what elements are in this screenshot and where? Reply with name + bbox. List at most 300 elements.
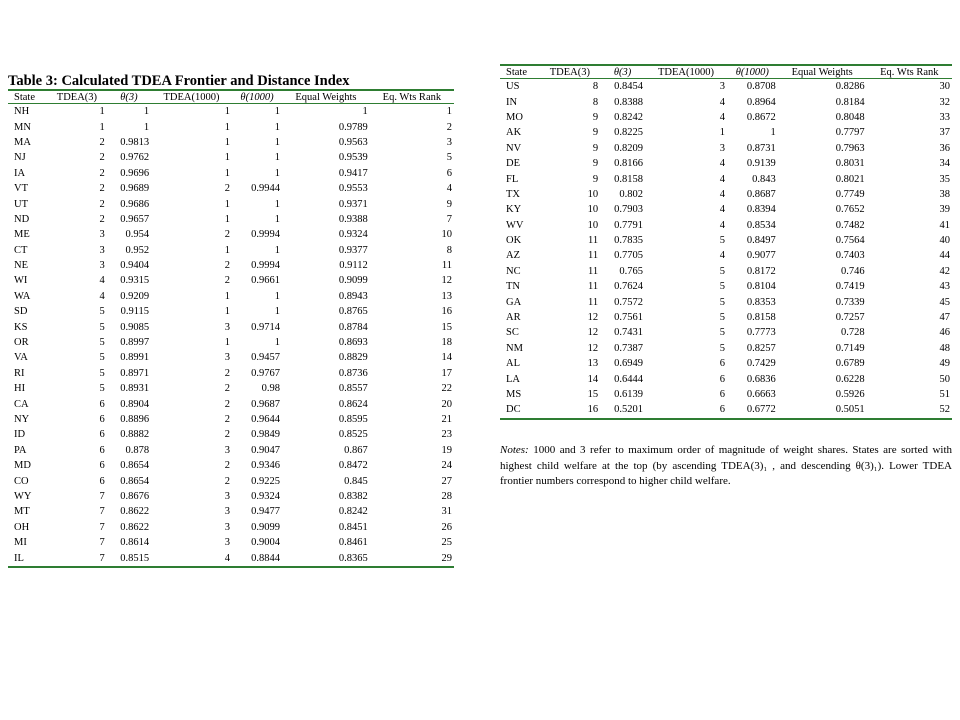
table-cell: 4 [719,204,725,216]
table-cell: 1 [224,136,230,148]
table-row [8,443,454,458]
table-cell: 0.7797 [835,127,865,139]
table-cell: OH [14,521,30,533]
table-cell: 12 [587,342,599,354]
table-cell: 0.8158 [614,173,643,185]
table-row [8,196,454,211]
table-cell: 21 [441,414,452,425]
table-cell: SD [14,306,28,318]
table-cell: 0.8525 [338,429,368,441]
table-cell: 0.9994 [251,260,281,272]
table-cell: 7 [99,521,105,533]
table-cell: 0.7749 [835,188,865,200]
table-row [8,335,454,350]
table-cell: 0.6444 [614,373,643,385]
table-cell: 0.9657 [120,213,150,225]
table-cell: 0.9789 [338,121,368,133]
col-rank: Eq. Wts Rank [867,65,952,79]
table-cell: 5 [719,327,725,339]
table-cell: 0.9346 [251,460,281,472]
table-cell: 0.8048 [835,111,865,123]
table-cell: 7 [99,490,105,502]
table-cell: 0.8693 [338,337,368,349]
table-cell: 0.8654 [120,460,150,472]
table-row [8,489,454,504]
table-cell: NM [506,342,523,354]
table-cell: 2 [224,429,230,441]
table-row [8,273,454,288]
table-row [8,504,454,519]
table-cell: 13 [587,358,599,370]
table-row [500,218,952,233]
table-cell: 0.9417 [338,167,368,179]
table-cell: 3 [224,521,230,533]
table-cell: 1 [143,106,150,118]
table-cell: 0.8472 [338,460,368,472]
table-cell: UT [14,198,28,210]
table-row [500,202,952,217]
table-cell: NV [506,142,522,154]
table-cell: 0.8622 [120,521,150,533]
table-cell: 0.8534 [746,219,776,231]
table-cell: 33 [939,111,950,123]
table-cell: 0.6772 [727,402,778,418]
table-cell: 0.7419 [835,281,865,293]
table-cell: 0.7652 [835,204,865,216]
table-cell: IL [8,550,47,566]
table-row [8,150,454,165]
table-cell: 0.9077 [746,250,776,262]
table-cell: 0.5201 [600,402,645,418]
col-equal-weights: Equal Weights [778,65,867,79]
table-cell: 5 [719,296,725,308]
table-cell: 0.9553 [338,183,368,195]
table-cell: 0.8672 [746,111,776,123]
table-cell: 43 [939,281,950,293]
table-cell: 15 [441,321,452,333]
table-cell: NJ [14,152,26,164]
table-row [8,119,454,134]
table-cell: 0.6949 [614,358,643,370]
table-cell: 5 [99,306,105,318]
table-cell: 5 [719,265,725,277]
table-cell: 6 [99,414,105,425]
table-cell: 4 [719,173,725,185]
table-cell: 0.845 [344,475,368,487]
table-cell: 14 [441,352,452,364]
table-cell: 0.9689 [120,183,150,195]
table-cell: 0.8654 [120,475,150,487]
col-state: State [500,65,540,79]
table-cell: 0.8166 [614,158,643,170]
table-cell: AL [506,358,520,370]
table-cell: 0.8353 [746,296,776,308]
header-row [8,90,454,104]
table-cell: 0.8515 [107,550,151,566]
table-cell: 2 [224,414,230,425]
table-cell: 0.8829 [338,352,368,364]
table-cell: 10 [587,188,599,200]
table-cell: 2 [224,260,230,272]
table-left [8,89,454,568]
table-cell: GA [506,296,522,308]
table-cell: 28 [441,490,452,502]
table-cell: 3 [446,136,452,148]
table-cell: 3 [224,537,230,549]
col-equal-weights: Equal Weights [282,90,370,104]
table-cell: 0.7791 [614,219,643,231]
table-cell: 1 [274,306,281,318]
table-cell: 1 [274,152,281,164]
table-cell: 0.7561 [614,312,643,324]
table-cell: 0.9315 [120,275,150,287]
table-cell: 7 [446,213,452,225]
notes-text: 1000 and 3 refer to maximum order of magnitude of weight shares. States are sorted with highest child welfare at the top (by ascending TDEA(3)₁ , and descending θ(3)₁). Lower TDEA frontier numbers correspond to higher child welfare. [500,444,952,487]
table-cell: 2 [99,136,105,148]
table-cell: 0.5926 [835,389,865,400]
table-row [500,371,952,386]
table-cell: 0.9944 [251,183,281,195]
table-cell: 0.843 [752,173,776,185]
table-cell: 0.7431 [614,327,643,339]
table-cell: 12 [441,275,452,287]
col-theta3: θ(3) [600,65,645,79]
table-cell: 1 [99,121,105,133]
table-cell: 0.8184 [835,96,865,108]
table-cell: AR [506,312,521,324]
table-cell: HI [14,383,26,395]
table-cell: 0.8844 [232,550,282,566]
table-row [8,535,454,550]
table-cell: 0.9457 [251,352,281,364]
table-row [500,110,952,125]
table-cell: 45 [939,296,950,308]
table-cell: 36 [939,142,950,154]
table-cell: 10 [441,229,452,241]
table-cell: 11 [587,250,599,262]
table-cell: CT [14,244,28,256]
table-cell: 3 [224,490,230,502]
table-row [8,427,454,442]
table-cell: 1 [224,106,230,118]
table-cell: 0.802 [619,188,643,200]
table-title: Table 3: Calculated TDEA Frontier and Distance Index [8,73,350,89]
table-cell: 1 [274,106,281,118]
table-cell: ND [14,213,30,225]
table-cell: 0.8451 [338,521,368,533]
table-cell: 30 [939,81,950,93]
table-row [8,396,454,411]
table-cell: 0.7903 [614,204,643,216]
table-row [8,181,454,196]
table-cell: PA [14,444,27,456]
table-cell: 8 [592,81,599,93]
col-theta1000: θ(1000) [727,65,778,79]
table-cell: NE [14,260,28,272]
table-cell: 42 [939,265,950,277]
table-cell: 0.9762 [120,152,150,164]
table-cell: TN [506,281,520,293]
table-cell: 0.8964 [746,96,776,108]
table-cell: 22 [441,383,452,395]
table-cell: 10 [587,204,599,216]
table-row [500,248,952,263]
table-cell: 4 [719,96,725,108]
table-cell: 5 [99,367,105,379]
table-cell: 6 [99,444,105,456]
table-cell: 0.8242 [614,111,643,123]
table-cell: 1 [274,136,281,148]
table-row [500,171,952,186]
table-cell: 1 [99,106,105,118]
table-cell: 4 [719,219,725,231]
header-row [500,65,952,79]
table-cell: 0.7572 [614,296,643,308]
table-cell: CA [14,398,29,410]
table-row [8,104,454,120]
table-cell: 6 [99,475,105,487]
table-cell: 0.9377 [338,244,368,256]
table-cell: 5 [719,281,725,293]
table-cell: NY [14,414,30,425]
table-cell: 0.6663 [746,389,776,400]
table-cell: 0.9099 [338,275,368,287]
table-cell: 31 [441,506,452,518]
table-cell: 0.9099 [251,521,281,533]
table-cell: 37 [939,127,950,139]
table-cell: 20 [441,398,452,410]
table-cell: WI [14,275,28,287]
table-cell: 2 [224,383,230,395]
table-cell: 1 [362,106,368,118]
table-cell: 9 [592,142,599,154]
table-row [8,304,454,319]
table-cell: 0.9661 [251,275,281,287]
table-cell: 1 [224,244,230,256]
table-cell: 0.98 [261,383,281,395]
table-cell: 1 [224,213,230,225]
table-right [500,64,952,420]
col-tdea3: TDEA(3) [47,90,107,104]
table-cell: 1 [224,152,230,164]
table-cell: WA [14,290,31,302]
table-cell: 0.954 [125,229,150,241]
table-cell: 6 [719,373,725,385]
table-cell: 0.8614 [120,537,150,549]
table-row [500,294,952,309]
table-row [8,520,454,535]
table-cell: DC [500,402,540,418]
table-cell: 9 [592,111,599,123]
table-cell: 0.7482 [835,219,865,231]
table-cell: 4 [719,250,725,262]
table-row [8,289,454,304]
table-cell: US [506,81,520,93]
table-row [500,356,952,371]
table-cell: 44 [939,250,950,262]
table-cell: KY [506,204,522,216]
table-cell: 3 [719,81,725,93]
table-cell: 2 [224,183,230,195]
table-row [8,412,454,427]
table-cell: 1 [224,198,230,210]
table-cell: 0.9644 [251,414,281,425]
table-cell: 5 [719,312,725,324]
table-cell: 0.9047 [251,444,281,456]
table-cell: 48 [939,342,950,354]
table-row [8,258,454,273]
table-cell: 1 [719,127,725,139]
table-cell: 4 [151,550,232,566]
table-cell: 2 [99,152,105,164]
table-cell: 0.8595 [338,414,368,425]
table-cell: 1 [274,213,281,225]
table-cell: KS [14,321,28,333]
table-cell: 3 [99,260,105,272]
table-cell: 5 [99,321,105,333]
table-cell: 0.8454 [614,81,643,93]
table-cell: 3 [99,244,105,256]
table-cell: 0.8882 [120,429,150,441]
col-theta1000: θ(1000) [232,90,282,104]
table-cell: 1 [224,290,230,302]
table-cell: 40 [939,235,950,247]
table-cell: SC [506,327,519,339]
table-cell: 3 [99,229,105,241]
table-cell: 2 [224,367,230,379]
table-cell: 11 [587,235,599,247]
table-cell: 1 [274,290,281,302]
table-cell: 7 [99,537,105,549]
table-row [8,366,454,381]
table-cell: MN [14,121,31,133]
table-cell: 0.9324 [338,229,368,241]
table-cell: 6 [719,389,725,400]
table-row [500,264,952,279]
table-cell: 0.7429 [746,358,776,370]
table-row [500,310,952,325]
table-cell: 0.8021 [835,173,865,185]
table-row [8,458,454,473]
table-cell: NC [506,265,521,277]
table-cell: 4 [99,290,105,302]
table-cell: WY [14,490,32,502]
table-row [8,212,454,227]
table-cell: 0.8242 [338,506,368,518]
table-cell: 10 [587,219,599,231]
table-cell: 0.9225 [251,475,281,487]
table-cell: VT [14,183,28,195]
table-cell: 1 [224,337,230,349]
table-cell: 12 [587,312,599,324]
table-cell: 16 [540,402,600,418]
table-cell: 6 [99,460,105,472]
table-cell: 0.9563 [338,136,368,148]
table-cell: 0.8286 [835,81,865,93]
table-cell: 0.6789 [835,358,865,370]
table-cell: 0.8031 [835,158,865,170]
table-cell: 1 [224,306,230,318]
table-cell: 0.9324 [251,490,281,502]
table-cell: 5 [99,383,105,395]
table-cell: 0.9477 [251,506,281,518]
table-cell: 0.8365 [282,550,370,566]
table-cell: LA [506,373,520,385]
table-cell: 2 [99,183,105,195]
table-cell: IA [14,167,26,179]
table-cell: 0.8708 [746,81,776,93]
table-notes [500,443,952,490]
table-cell: 0.8997 [120,337,150,349]
table-cell: 13 [441,290,452,302]
table-row [500,325,952,340]
table-cell: FL [506,173,519,185]
table-row [8,350,454,365]
table-cell: 49 [939,358,950,370]
col-tdea1000: TDEA(1000) [151,90,232,104]
table-cell: 0.5051 [778,402,867,418]
table-cell: 11 [587,265,599,277]
table-cell: 0.8624 [338,398,368,410]
table-row [500,402,952,418]
table-cell: MT [14,506,30,518]
table-cell: MO [506,111,523,123]
table-cell: 6 [645,402,727,418]
col-tdea3: TDEA(3) [540,65,600,79]
table-cell: 14 [587,373,599,385]
table-cell: 2 [99,167,105,179]
table-cell: 0.6228 [835,373,865,385]
table-cell: NH [14,106,30,118]
table-cell: 3 [224,321,230,333]
table-cell: 0.8731 [746,142,776,154]
table-cell: VA [14,352,28,364]
table-cell: 0.8931 [120,383,150,395]
table-cell: 0.8765 [338,306,368,318]
table-cell: 0.9849 [251,429,281,441]
table-cell: 5 [99,352,105,364]
table-cell: 9 [592,158,599,170]
col-rank: Eq. Wts Rank [370,90,454,104]
table-cell: OK [506,235,522,247]
table-cell: 6 [99,429,105,441]
table-cell: 24 [441,460,452,472]
table-cell: 9 [446,198,452,210]
table-row [8,135,454,150]
table-cell: 9 [592,173,599,185]
table-row [500,341,952,356]
table-cell: ID [14,429,26,441]
table-cell: RI [14,367,25,379]
table-cell: 0.6836 [746,373,776,385]
table-cell: ME [14,229,30,241]
table-cell: 1 [274,244,281,256]
table-cell: 11 [587,296,599,308]
table-cell: 23 [441,429,452,441]
table-row [8,319,454,334]
table-cell: 0.7257 [835,312,865,324]
table-cell: 1 [770,127,776,139]
table-cell: 0.765 [619,265,643,277]
table-cell: 0.7705 [614,250,643,262]
table-cell: 4 [719,111,725,123]
table-cell: 0.9994 [251,229,281,241]
table-cell: 0.9115 [120,306,150,318]
table-cell: 0.952 [125,244,150,256]
table-cell: 4 [99,275,105,287]
table-cell: 0.8676 [120,490,150,502]
table-cell: 19 [441,444,452,456]
